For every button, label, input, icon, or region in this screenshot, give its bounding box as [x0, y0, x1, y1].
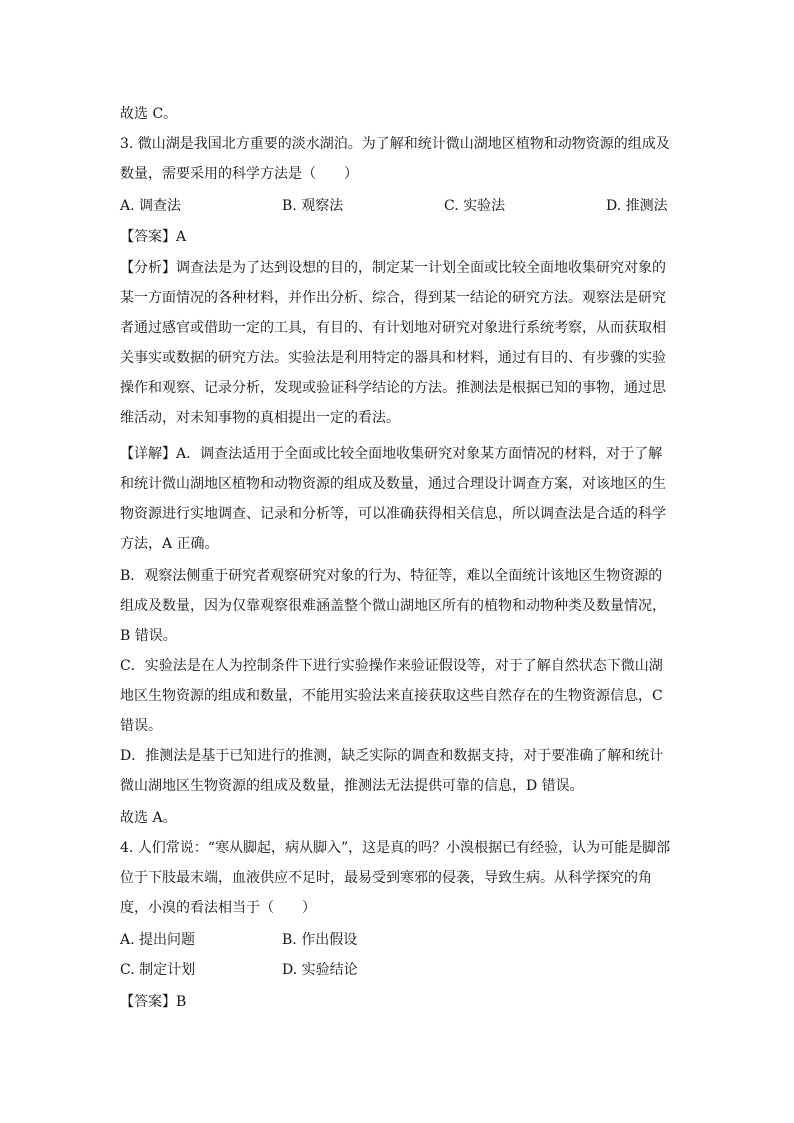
answer-label: 【答案】 — [120, 229, 176, 245]
question-3-detail-line-1 — [120, 444, 662, 464]
question-3-detail-line-5: B．观察法侧重于研究者观察研究对象的行为、特征等，难以全面统计该地区生物资源的 — [120, 568, 663, 584]
detail-text: A．调查法适用于全面或比较全面地收集研究对象某方面情况的材料，对于了解 — [176, 446, 663, 462]
question-3-answer — [120, 227, 186, 247]
question-3-detail-line-9: 地区生物资源的组成和数量，不能用实验法来直接获取这些自然存在的生物资源信息，C — [120, 688, 663, 704]
question-4-option-d: D. 实验结论 — [282, 962, 358, 978]
question-3-detail-line-7: B 错误。 — [120, 628, 177, 644]
question-3-stem-line-1: 3. 微山湖是我国北方重要的淡水湖泊。为了解和统计微山湖地区植物和动物资源的组成及 — [120, 136, 670, 152]
question-3-analysis-line-5: 操作和观察、记录分析，发现或验证科学结论的方法。推测法是根据已知的事物，通过思 — [120, 380, 666, 396]
question-3-analysis-line-3: 者通过感官或借助一定的工具，有目的、有计划地对研究对象进行系统考察，从而获取相 — [120, 320, 666, 336]
question-3-detail-line-12: 微山湖地区生物资源的组成及数量，推测法无法提供可靠的信息，D 错误。 — [120, 778, 584, 794]
previous-question-conclusion: 故选 C。 — [120, 106, 178, 122]
question-3-detail-line-3: 物资源进行实地调查、记录和分析等，可以准确获得相关信息，所以调查法是合适的科学 — [120, 506, 666, 522]
question-3-detail-line-8: C．实验法是在人为控制条件下进行实验操作来验证假设等，对于了解自然状态下微山湖 — [120, 658, 663, 674]
answer-label: 【答案】 — [120, 994, 176, 1010]
question-4-stem-line-2: 位于下肢最末端，血液供应不足时，最易受到寒邪的侵袭，导致生病。从科学探究的角 — [120, 870, 652, 886]
question-3-analysis-line-6: 维活动，对未知事物的真相提出一定的看法。 — [120, 410, 400, 426]
question-3-analysis-line-4: 关事实或数据的研究方法。实验法是利用特定的器具和材料，通过有目的、有步骤的实验 — [120, 350, 666, 366]
question-4-option-b: B. 作出假设 — [282, 932, 358, 948]
answer-value: B — [176, 994, 187, 1010]
question-4-answer — [120, 992, 186, 1012]
question-3-detail-line-10: 错误。 — [120, 718, 162, 734]
question-3-detail-line-6: 组成及数量，因为仅靠观察很难涵盖整个微山湖地区所有的植物和动物种类及数量情况， — [120, 598, 666, 614]
question-3-option-a: A. 调查法 — [120, 198, 182, 214]
question-3-option-b: B. 观察法 — [282, 198, 344, 214]
detail-label: 【详解】 — [120, 446, 176, 462]
question-3-detail-line-2: 和统计微山湖地区植物和动物资源的组成及数量，通过合理设计调查方案，对该地区的生 — [120, 476, 666, 492]
question-4-option-a: A. 提出问题 — [120, 932, 196, 948]
question-3-option-c: C. 实验法 — [444, 198, 506, 214]
question-3-detail-line-11: D．推测法是基于已知进行的推测，缺乏实际的调查和数据支持，对于要准确了解和统计 — [120, 748, 664, 764]
answer-value: A — [176, 229, 187, 245]
question-3-conclusion: 故选 A。 — [120, 810, 177, 826]
question-3-analysis-line-1 — [120, 258, 666, 278]
question-4-option-c: C. 制定计划 — [120, 962, 196, 978]
question-4-stem-line-3: 度，小溴的看法相当于（ ） — [120, 900, 316, 916]
question-3-detail-line-4: 方法，A 正确。 — [120, 536, 219, 552]
question-3-option-d: D. 推测法 — [606, 198, 668, 214]
analysis-text: 调查法是为了达到设想的目的，制定某一计划全面或比较全面地收集研究对象的 — [176, 260, 666, 276]
question-3-stem-line-2: 数量，需要采用的科学方法是（ ） — [120, 166, 358, 182]
question-4-stem-line-1: 4. 人们常说：“寒从脚起，病从脚入”，这是真的吗？小溴根据已有经验，认为可能是脚部 — [120, 840, 671, 856]
analysis-label: 【分析】 — [120, 260, 176, 276]
question-3-analysis-line-2: 某一方面情况的各种材料，并作出分析、综合，得到某一结论的研究方法。观察法是研究 — [120, 290, 666, 306]
